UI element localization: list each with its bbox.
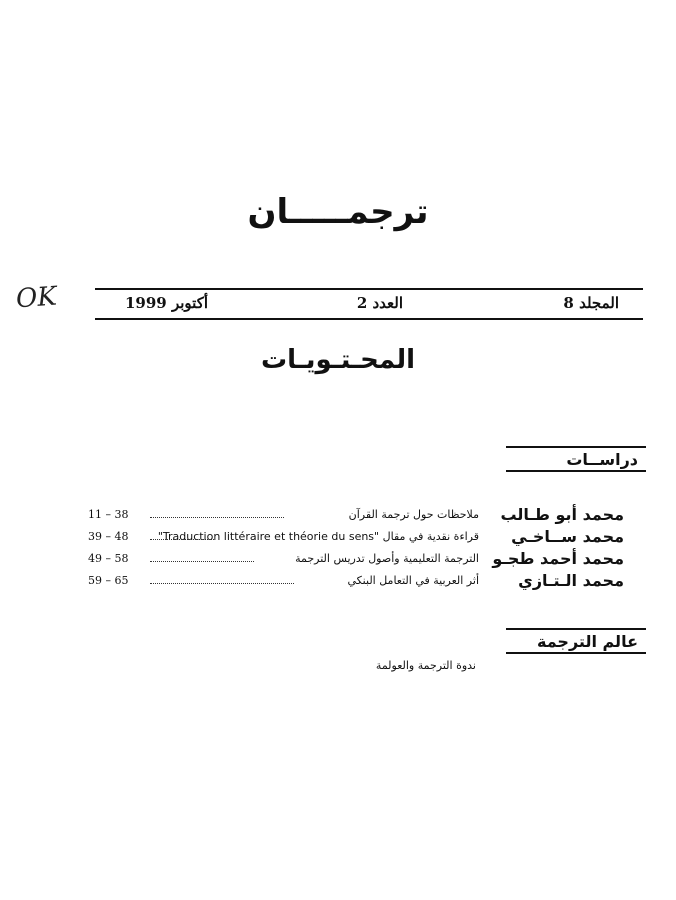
handwritten-ok-mark: OK: [15, 281, 58, 315]
issue-number: العدد 2: [356, 294, 403, 312]
issue-volume: المجلد 8: [563, 294, 619, 312]
section-header-studies: [506, 446, 646, 472]
toc-leader-dots: [150, 561, 254, 562]
issue-bar-top-rule: [95, 288, 643, 290]
toc-entry[interactable]: [88, 505, 624, 527]
toc-entry[interactable]: [88, 549, 624, 571]
toc-title: ملاحظات حول ترجمة القرآن: [348, 508, 479, 521]
toc-list: [88, 505, 624, 593]
toc-title: أثر العربية في التعامل البنكي: [347, 574, 479, 587]
issue-bar: [95, 292, 625, 316]
toc-pages: 11 – 38: [88, 508, 129, 521]
toc-author: محمد أبو طـالب: [500, 505, 624, 524]
toc-leader-dots: [150, 583, 294, 584]
toc-entry[interactable]: [88, 527, 624, 549]
section-label: عالم الترجمة: [537, 632, 638, 651]
issue-date: أكتوبر 1999: [125, 294, 209, 312]
section-header-world-of-translation: [506, 628, 646, 654]
toc-pages: 39 – 48: [88, 530, 129, 543]
toc-author: محمد ســاخـي: [511, 527, 624, 546]
journal-title: ترجمـــــان: [247, 192, 429, 232]
toc-leader-dots: [150, 539, 214, 540]
toc-pages: 59 – 65: [88, 574, 129, 587]
toc-entry[interactable]: [88, 571, 624, 593]
toc-pages: 49 – 58: [88, 552, 129, 565]
toc-item[interactable]: ندوة الترجمة والعولمة: [375, 659, 476, 672]
toc-author: محمد أحمد طجـو: [492, 549, 624, 568]
toc-title: قراءة نقدية في مقال "Traduction littéraire et théorie du sens": [157, 530, 479, 543]
issue-bar-bottom-rule: [95, 318, 643, 320]
contents-heading: المحـتـويـات: [260, 345, 416, 375]
toc-leader-dots: [150, 517, 284, 518]
toc-author: محمد الـتـازي: [518, 571, 624, 590]
toc-title: الترجمة التعليمية وأصول تدريس الترجمة: [295, 552, 479, 565]
section-label: دراســات: [566, 450, 638, 469]
